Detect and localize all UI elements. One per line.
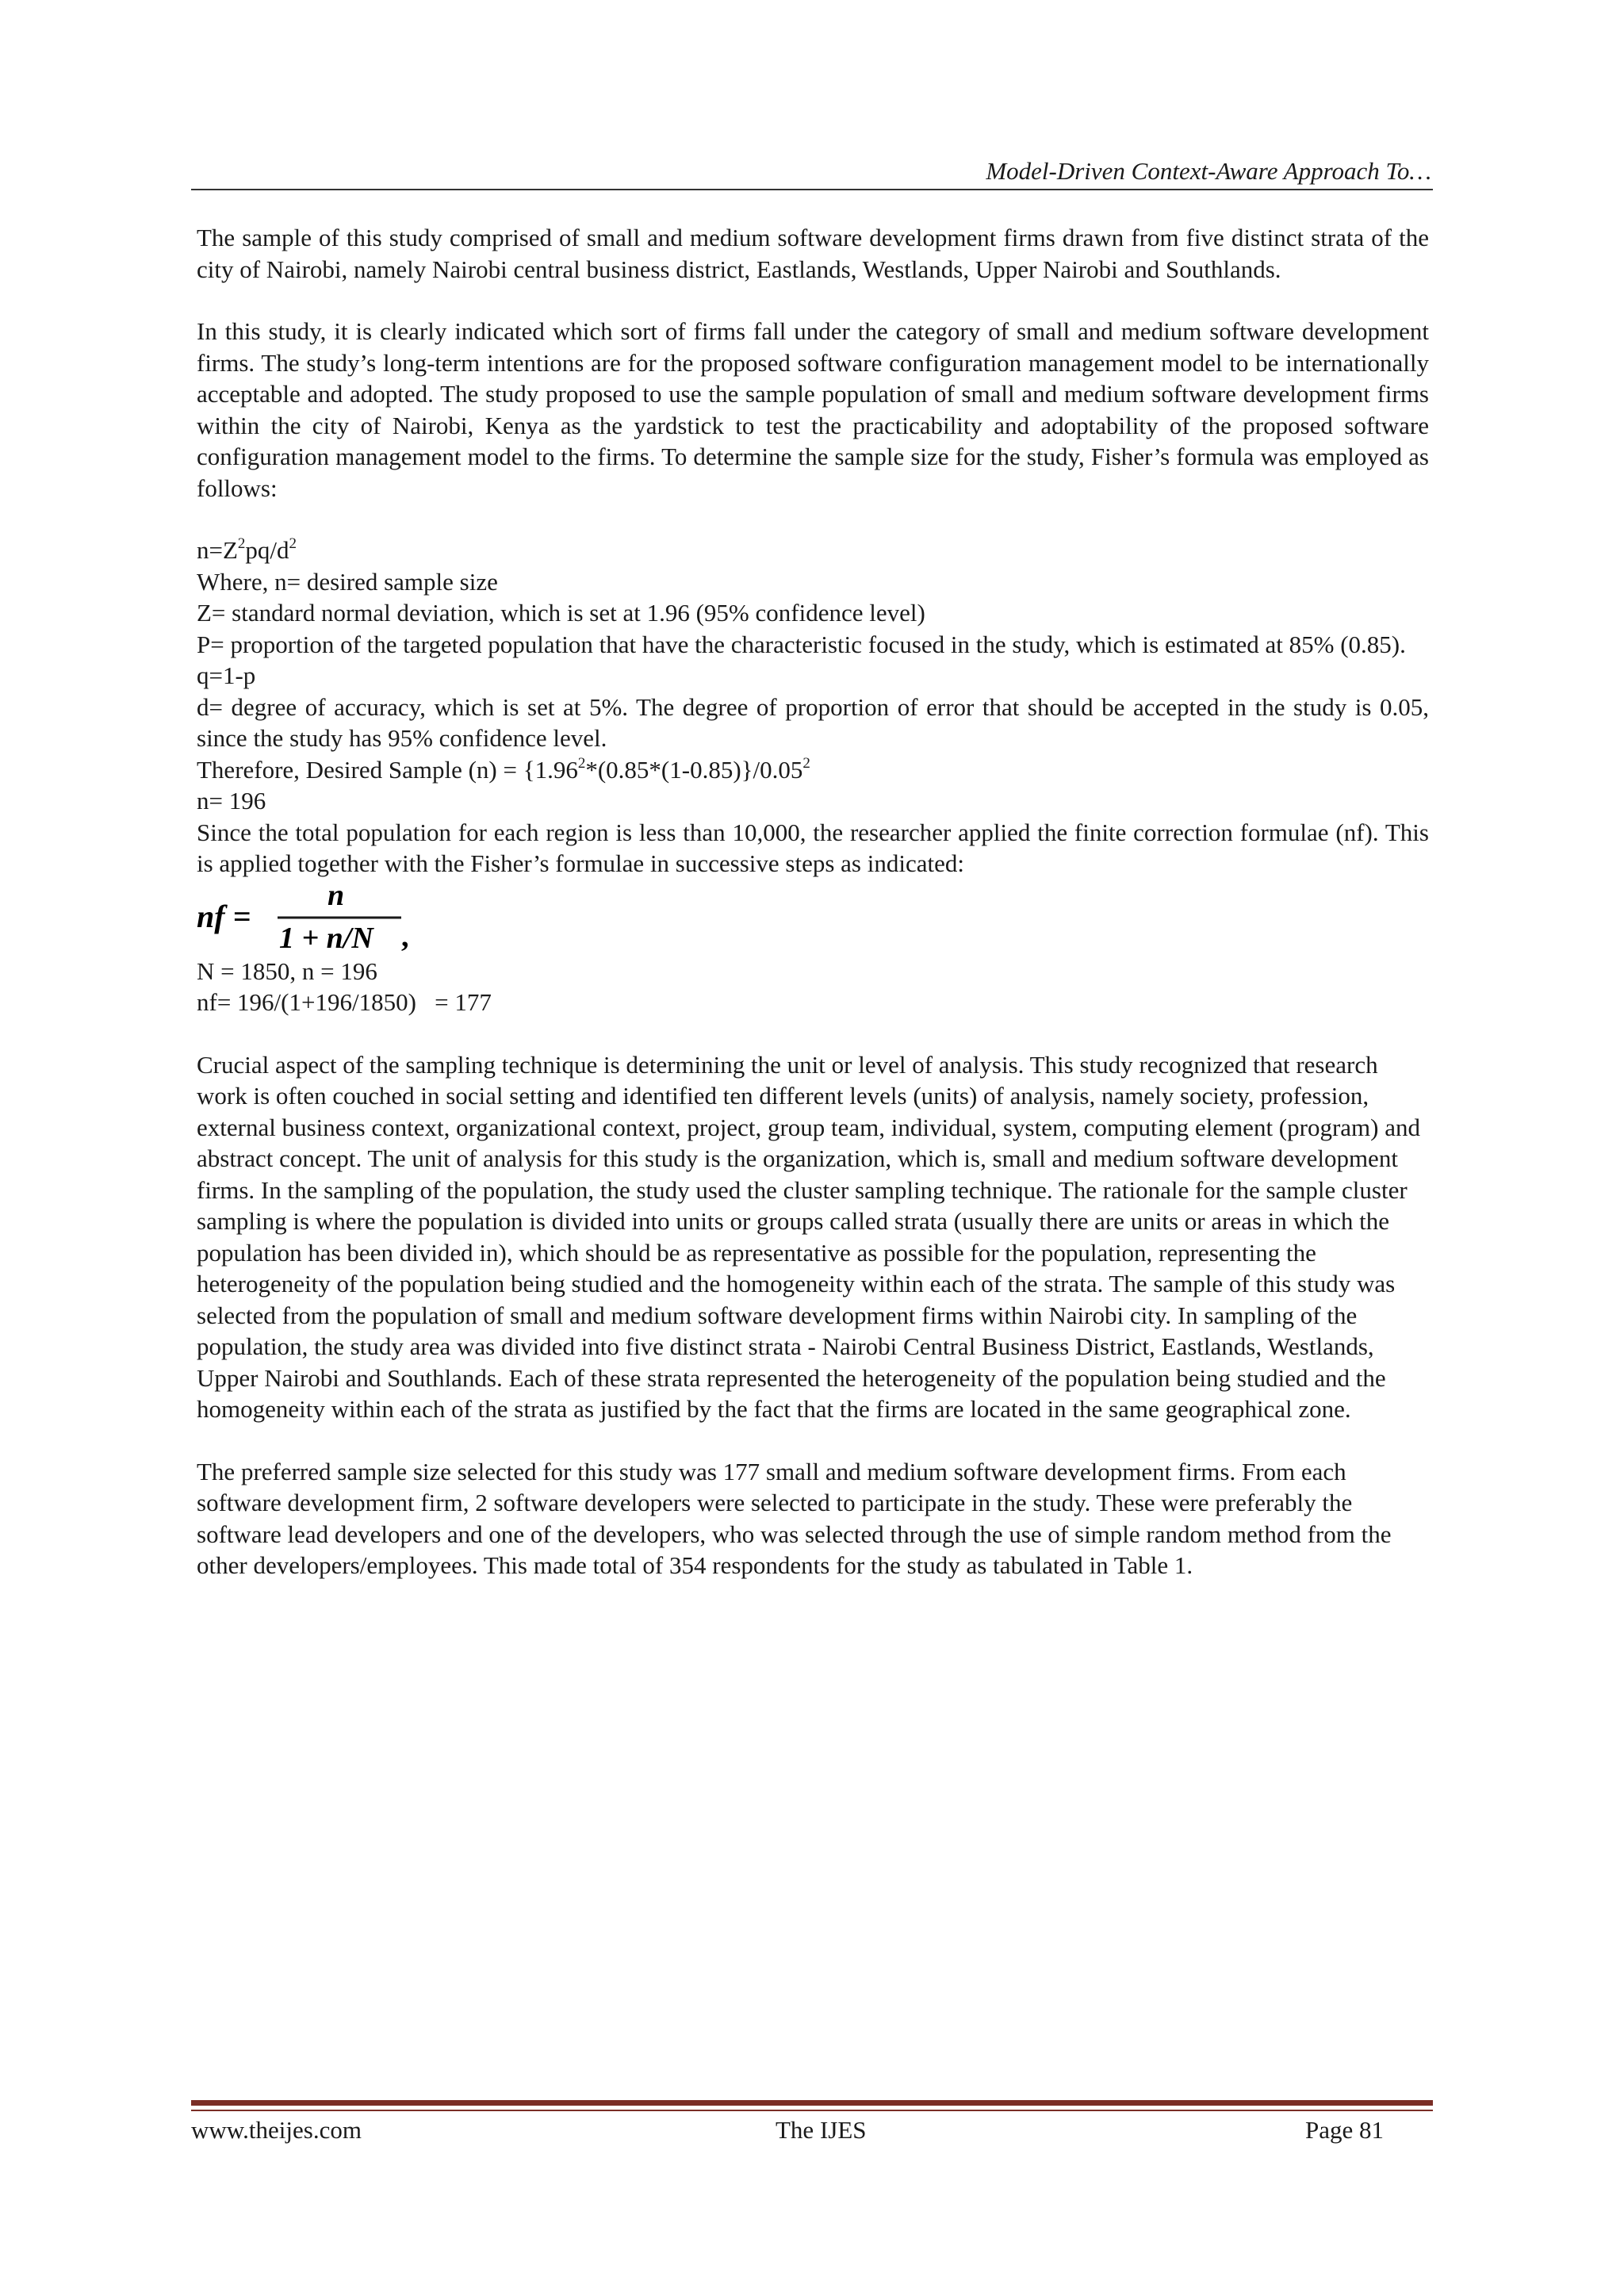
fisher-formula-sup2: 2 <box>289 535 297 552</box>
nf-formula-numerator: n <box>327 882 345 912</box>
article-body <box>197 222 1429 1581</box>
desired-sample-line <box>197 754 1429 786</box>
n-result: n= 196 <box>197 787 266 815</box>
footer-rule-thick <box>191 2100 1433 2106</box>
p-definition: P= proportion of the targeted population that have the characteristic focused in the study, which is estimated at 85% (0.85). <box>197 630 1406 658</box>
paragraph-sample: The sample of this study comprised of small and medium software development firms drawn from five distinct strata of the city of Nairobi, namely Nairobi central business district, Eastlands, Westlands, Upper Nairobi and Southlands. <box>197 224 1429 283</box>
nf-formula-lhs: nf = <box>197 898 251 934</box>
paragraph-firms: In this study, it is clearly indicated which sort of firms fall under the category of small and medium software development firms. The study’s long-term intentions are for the proposed software configuration management model to be internationally acceptable and adopted. The study proposed to use the sample population of small and medium software development firms within the city of Nairobi, Kenya as the yardstick to test the practicability and adoptability of the proposed software configuration management model to the firms. To determine the sample size for the study, Fisher’s formula was employed as follows: <box>197 317 1429 502</box>
desired-sample-sup2: 2 <box>802 754 810 772</box>
running-header: Model-Driven Context-Aware Approach To… <box>986 157 1431 185</box>
desired-sample-a: Therefore, Desired Sample (n) = {1.96 <box>197 755 578 784</box>
desired-sample-b: *(0.85*(1-0.85)}/0.05 <box>585 755 803 784</box>
where-line: Where, n= desired sample size <box>197 567 498 596</box>
footer-journal: The IJES <box>776 2116 867 2144</box>
fisher-formula-sup1: 2 <box>237 535 246 552</box>
fisher-formula-b: pq/d <box>245 536 289 564</box>
finite-correction-paragraph: Since the total population for each region is less than 10,000, the researcher applied the finite correction formulae (nf). This is applied together with the Fisher’s formulae in successive steps as indicated: <box>197 818 1429 877</box>
q-definition: q=1-p <box>197 661 256 689</box>
fisher-formula <box>197 535 1429 566</box>
nf-formula-image <box>197 883 530 956</box>
population-values: N = 1850, n = 196 <box>197 956 377 985</box>
footer-page-number: Page 81 <box>1304 2116 1384 2144</box>
nf-formula-denominator: 1 + n/N <box>279 921 373 955</box>
paragraph-sampling-technique: Crucial aspect of the sampling technique is determining the unit or level of analysis. This study recognized that research work is often couched in social setting and identified ten different levels (units) of analysis, namely society, profession, external business context, organizational context, project, group team, individual, system, computing element (program) and abstract concept. The unit of analysis for this study is the organization, which is, small and medium software development firms. In the sampling of the population, the study used the cluster sampling technique. The rationale for the sample cluster sampling is where the population is divided into units or groups called strata (usually there are units or areas in which the population has been divided in), which should be as representative as possible for the population, representing the heterogeneity of the population being studied and the homogeneity within each of the strata. The sample of this study was selected from the population of small and medium software development firms within Nairobi city. In sampling of the population, the study area was divided into five distinct strata - Nairobi Central Business District, Eastlands, Westlands, Upper Nairobi and Southlands. Each of these strata represented the heterogeneity of the population being studied and the homogeneity within each of the strata as justified by the fact that the firms are located in the same geographical zone. <box>197 1050 1420 1423</box>
footer-website: www.theijes.com <box>191 2116 362 2144</box>
desired-sample-sup1: 2 <box>577 754 586 772</box>
paragraph-sample-size: The preferred sample size selected for this study was 177 small and medium software development firms. From each software development firm, 2 software developers were selected to participate in the study. These were preferably the software lead developers and one of the developers, who was selected through the use of simple random method from the other developers/employees. This made total of 354 respondents for the study as tabulated in Table 1. <box>197 1457 1392 1579</box>
header-rule <box>191 189 1433 190</box>
page-footer <box>191 2113 1433 2148</box>
footer-rule-thin <box>191 2110 1433 2111</box>
nf-formula-trail: , <box>401 919 409 953</box>
fisher-formula-a: n=Z <box>197 536 238 564</box>
z-definition: Z= standard normal deviation, which is set at 1.96 (95% confidence level) <box>197 599 925 627</box>
d-definition: d= degree of accuracy, which is set at 5%. The degree of proportion of error that should be accepted in the study is 0.05, since the study has 95% confidence level. <box>197 692 1429 752</box>
nf-result: nf= 196/(1+196/1850) = 177 <box>197 988 492 1016</box>
